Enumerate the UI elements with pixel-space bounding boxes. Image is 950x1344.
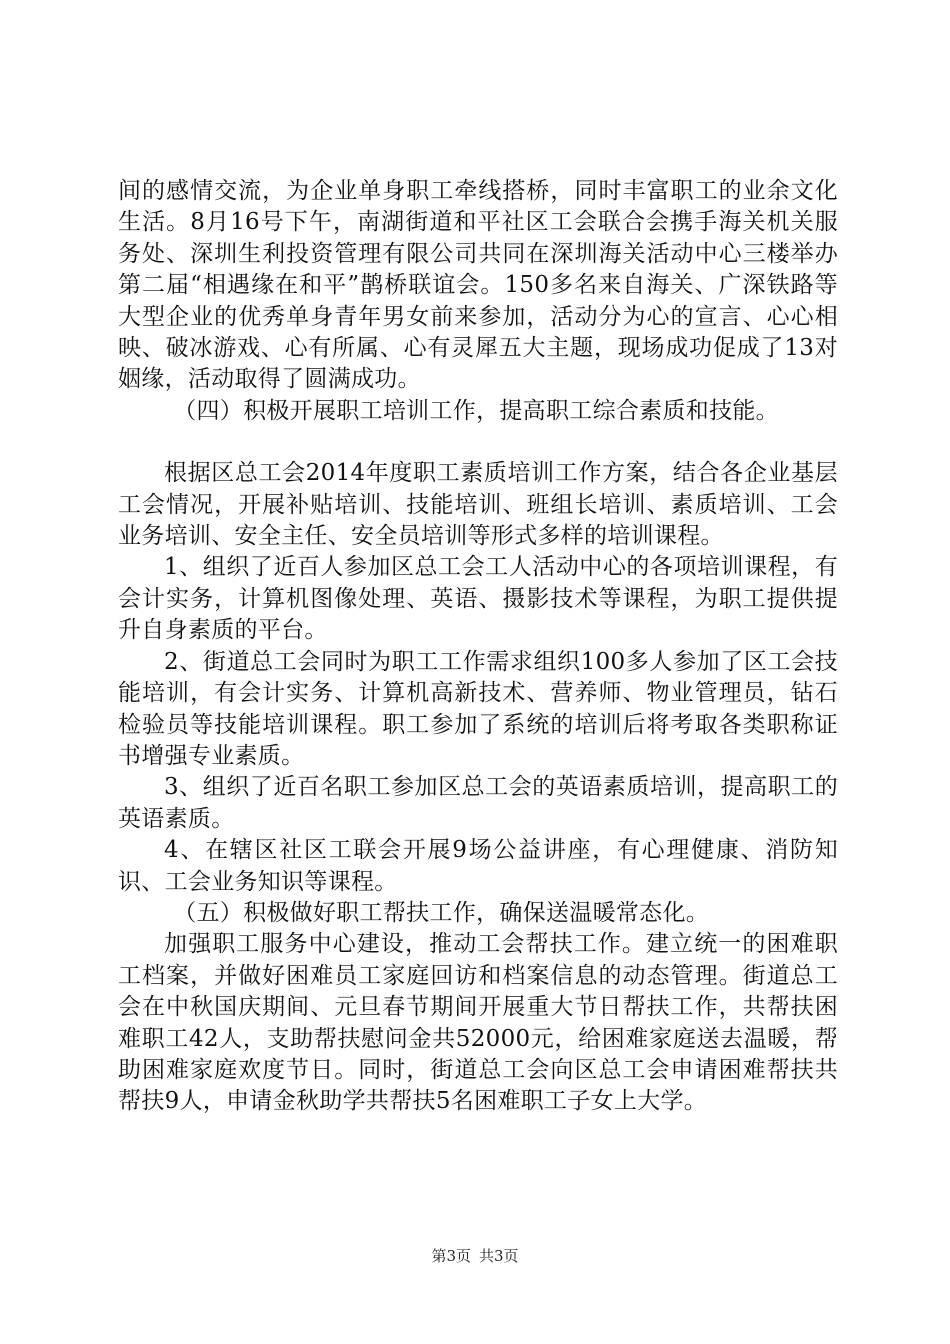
list-item-training-2: 2、街道总工会同时为职工工作需求组织100多人参加了区工会技能培训，有会计实务、计算机高新技术、营养师、物业管理员，钻石检验员等技能培训课程。职工参加了系统的培训后将考取各类职称证书增强专业素质。 [118, 648, 838, 769]
paragraph-assistance: 加强职工服务中心建设，推动工会帮扶工作。建立统一的困难职工档案，并做好困难员工家庭回访和档案信息的动态管理。街道总工会在中秋国庆期间、元旦春节期间开展重大节日帮扶工作，共帮扶困难职工42人，支助帮扶慰问金共52000元，给困难家庭送去温暖，帮助困难家庭欢度节日。同时，街道总工会向区总工会申请困难帮扶共帮扶9人，申请金秋助学共帮扶5名困难职工子女上大学。 [118, 931, 838, 1115]
page-footer [0, 1246, 950, 1266]
list-item-training-3: 3、组织了近百名职工参加区总工会的英语素质培训，提高职工的英语素质。 [118, 774, 838, 832]
section-heading-training: （四）积极开展职工培训工作，提高职工综合素质和技能。 [173, 397, 779, 424]
paragraph-training-plan: 根据区总工会2014年度职工素质培训工作方案，结合各企业基层工会情况，开展补贴培训、技能培训、班组长培训、素质培训、工会业务培训、安全主任、安全员培训等形式多样的培训课程。 [118, 460, 838, 550]
section-heading-assistance: （五）积极做好职工帮扶工作，确保送温暖常态化。 [173, 899, 710, 926]
list-item-training-4: 4、在辖区社区工联会开展9场公益讲座，有心理健康、消防知识、工会业务知识等课程。 [118, 837, 838, 895]
paragraph-social-event: 间的感情交流，为企业单身职工牵线搭桥，同时丰富职工的业余文化生活。8月16号下午，南湖街道和平社区工会联合会携手海关机关服务处、深圳生利投资管理有限公司共同在深圳海关活动中心三楼举办第二届“相遇缘在和平”鹊桥联谊会。150多名来自海关、广深铁路等大型企业的优秀单身青年男女前来参加，活动分为心的宣言、心心相映、破冰游戏、心有所属、心有灵犀五大主题，现场成功促成了13对姻缘，活动取得了圆满成功。 [118, 178, 838, 393]
page-total: 共3页 [479, 1247, 519, 1265]
document-body [118, 176, 838, 1118]
list-item-training-1: 1、组织了近百人参加区总工会工人活动中心的各项培训课程，有会计实务，计算机图像处理、英语、摄影技术等课程，为职工提供提升自身素质的平台。 [118, 554, 838, 644]
page-number: 第3页 [431, 1247, 471, 1265]
blank-line [118, 427, 838, 458]
